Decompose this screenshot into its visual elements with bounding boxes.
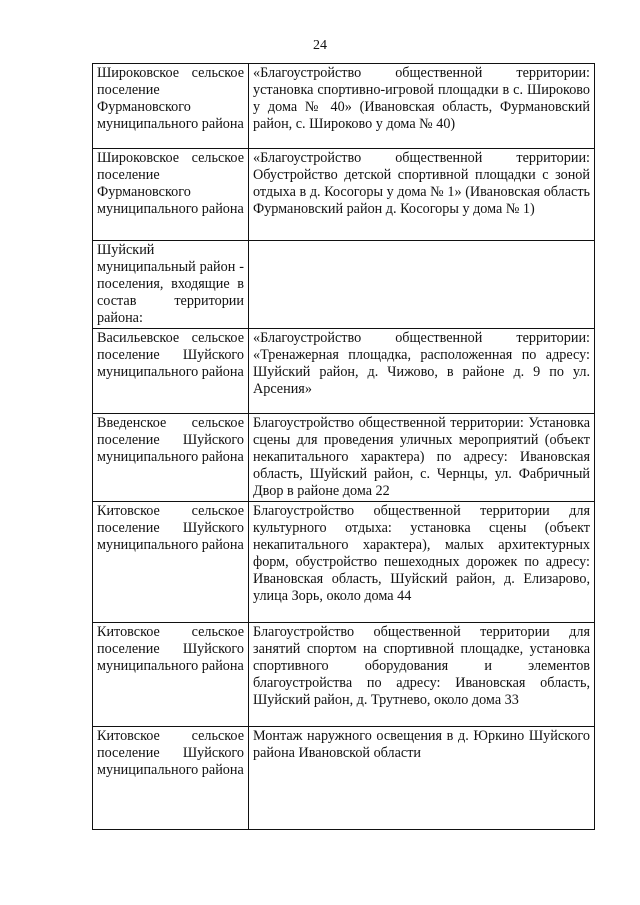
municipality-cell: Широковское сельское поселение Фурмановского муниципального района (93, 149, 249, 241)
project-cell: «Благоустройство общественной территории: установка спортивно-игровой площадки в с. Широково у дома № 40» (Ивановская область, Фурмановский район, с. Широково у дома № 40) (249, 64, 595, 149)
project-cell: Благоустройство общественной территории для занятий спортом на спортивной площадке, установка спортивного оборудования и элементов благоустройства по адресу: Ивановская область, Шуйский район, д. Трутнево, около дома 33 (249, 623, 595, 727)
project-cell: «Благоустройство общественной территории: Обустройство детской спортивной площадки с зоной отдыха в д. Косогоры у дома № 1» (Ивановская область Фурмановский район д. Косогоры у дома № 1) (249, 149, 595, 241)
table-row (93, 241, 595, 329)
table-row (93, 502, 595, 623)
municipality-cell: Китовское сельское поселение Шуйского муниципального района (93, 623, 249, 727)
table-row (93, 64, 595, 149)
project-cell: Благоустройство общественной территории для культурного отдыха: установка сцены (объект некапитального характера), малых архитектурных форм, обустройство пешеходных дорожек по адресу: Ивановская область, Шуйский район, д. Елизарово, улица Зорь, около дома 44 (249, 502, 595, 623)
table-row (93, 623, 595, 727)
municipality-cell: Шуйский муниципальный район - поселения, входящие в состав территории района: (93, 241, 249, 329)
project-cell (249, 241, 595, 329)
project-cell: Монтаж наружного освещения в д. Юркино Шуйского района Ивановской области (249, 727, 595, 830)
table-row (93, 414, 595, 502)
municipality-cell: Китовское сельское поселение Шуйского муниципального района (93, 502, 249, 623)
municipality-cell: Китовское сельское поселение Шуйского муниципального района (93, 727, 249, 830)
project-cell: Благоустройство общественной территории: Установка сцены для проведения уличных мероприятий (объект некапитального характера) по адресу: Ивановская область, Шуйский район, с. Чернцы, ул. Фабричный Двор в районе дома 22 (249, 414, 595, 502)
page-number: 24 (313, 38, 327, 53)
project-cell: «Благоустройство общественной территории: «Тренажерная площадка, расположенная по адресу: Шуйский район, д. Чижово, в районе д. 9 по ул. Арсения» (249, 329, 595, 414)
municipality-cell: Введенское сельское поселение Шуйского муниципального района (93, 414, 249, 502)
table-row (93, 727, 595, 830)
projects-table (92, 63, 595, 830)
table-row (93, 149, 595, 241)
municipality-cell: Васильевское сельское поселение Шуйского муниципального района (93, 329, 249, 414)
municipality-cell: Широковское сельское поселение Фурмановского муниципального района (93, 64, 249, 149)
table-row (93, 329, 595, 414)
